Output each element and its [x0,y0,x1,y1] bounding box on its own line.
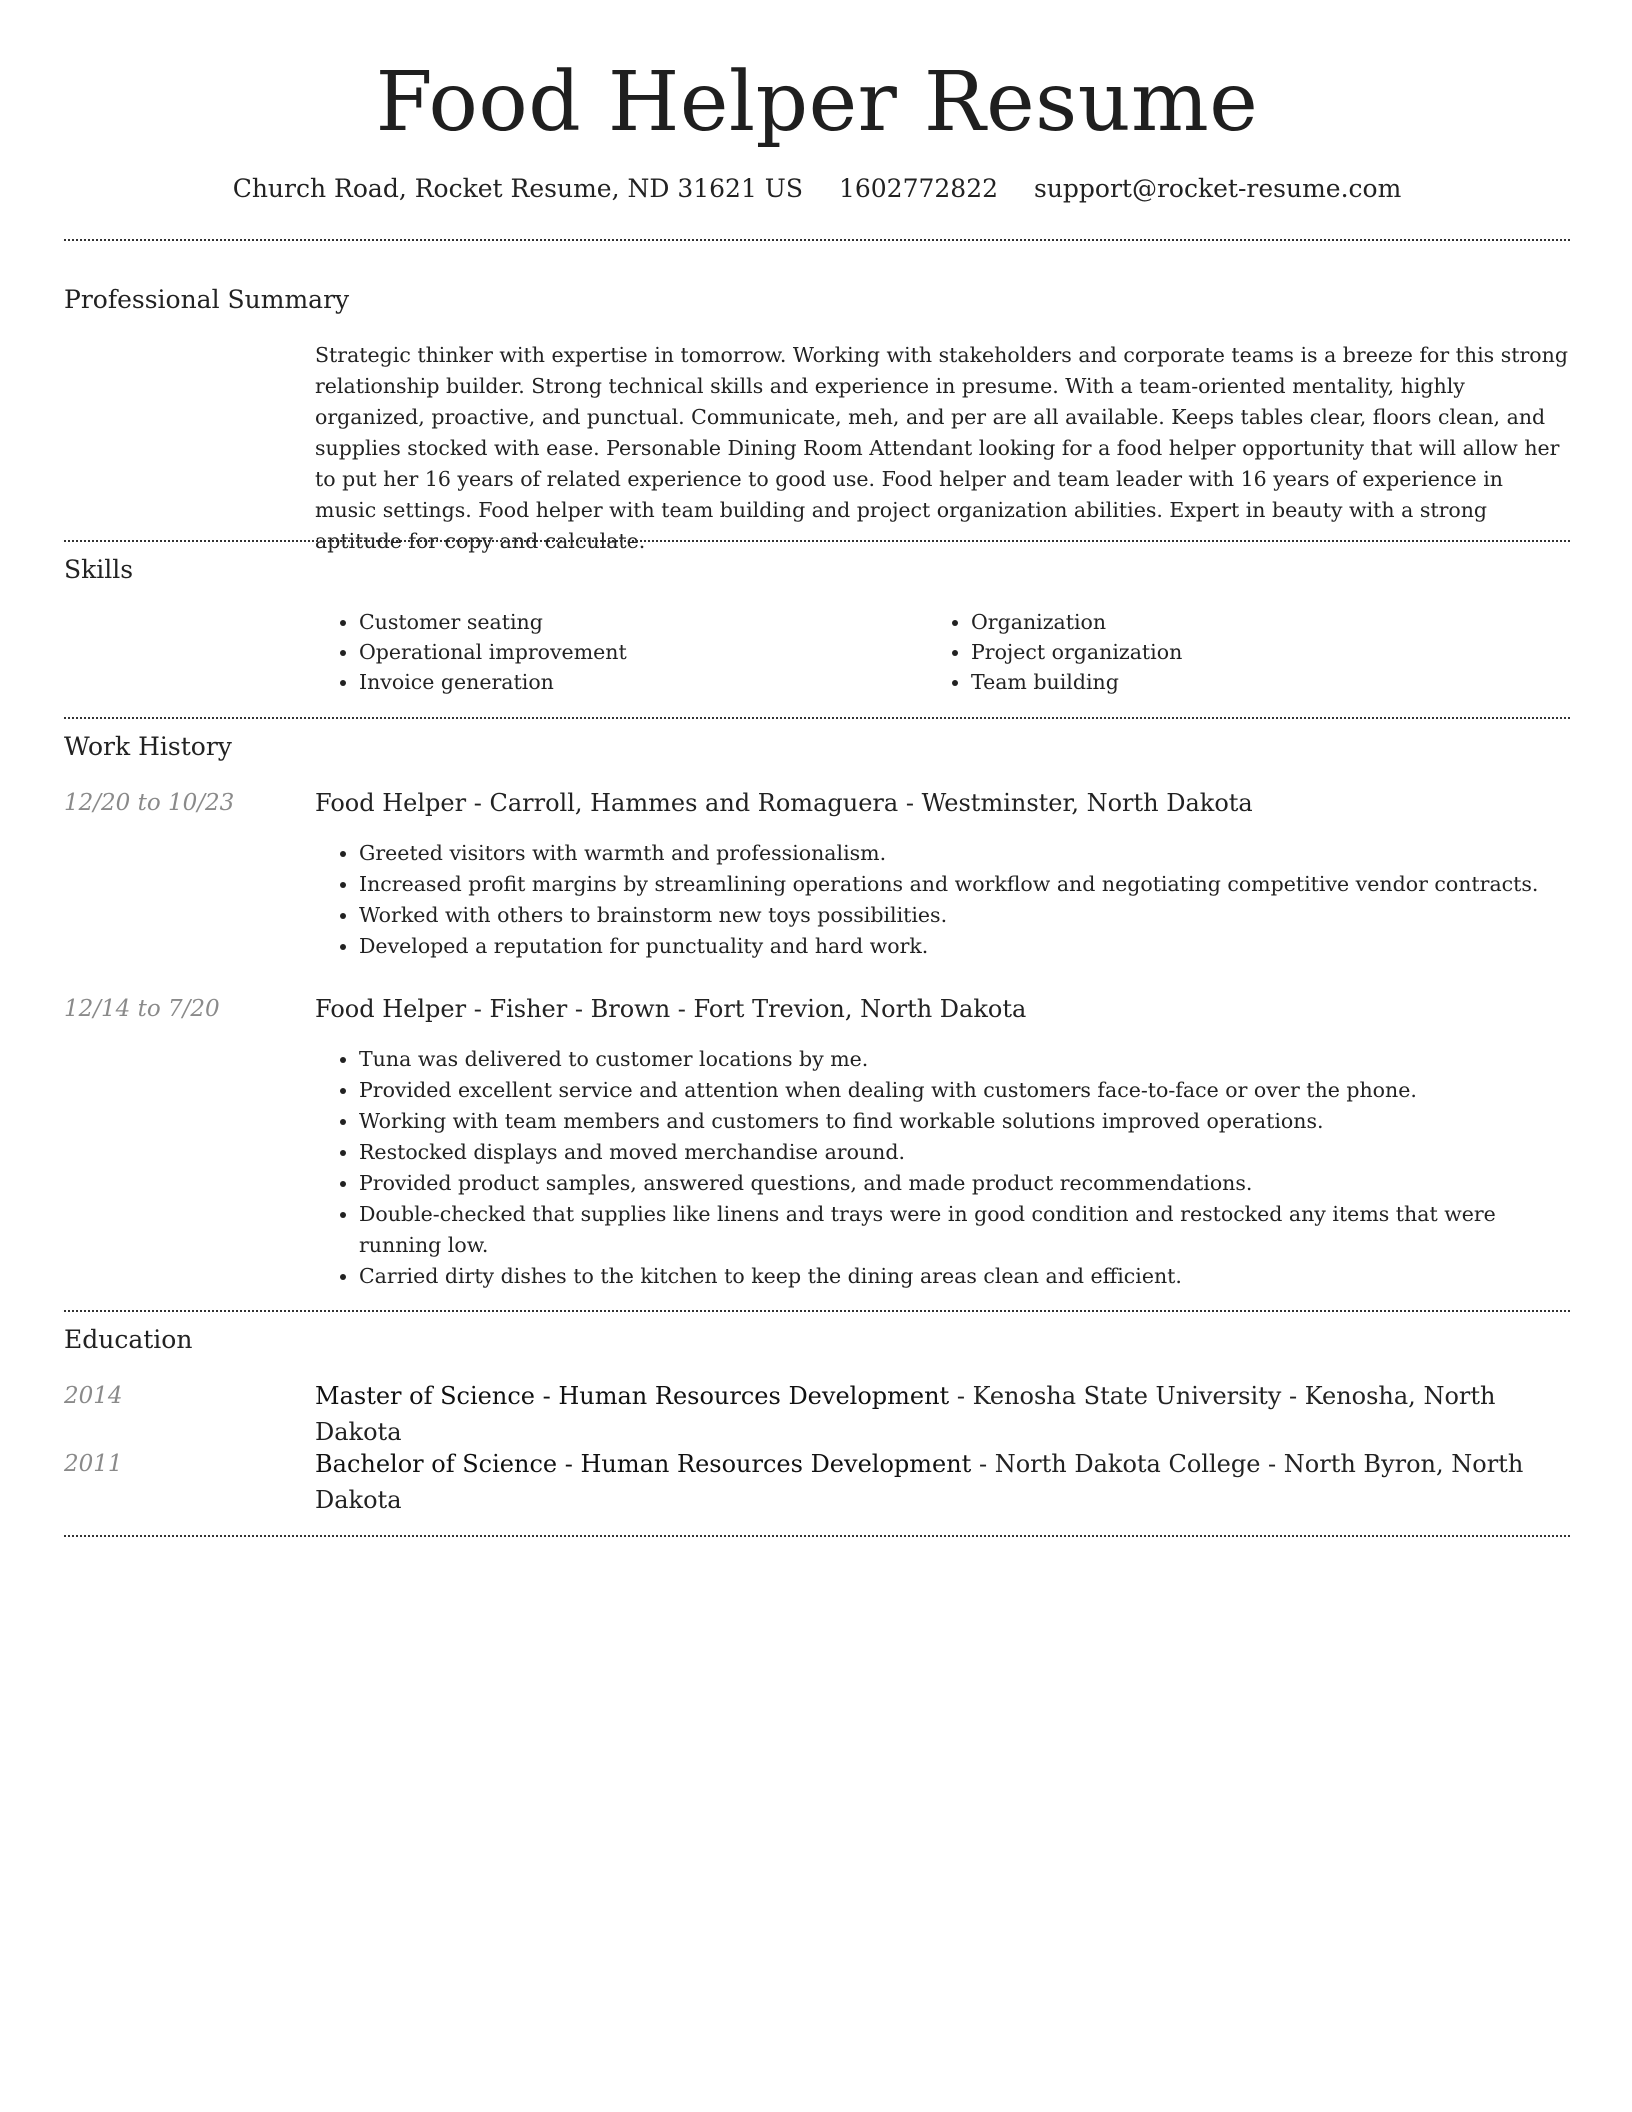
education-school: - North Dakota College - North Byron, North Dakota [315,1450,1524,1514]
job-title: Food Helper [315,789,467,817]
divider [64,1535,1570,1537]
education-year: 2011 [64,1451,123,1477]
education-degree: Bachelor of Science - Human Resources Development [315,1450,972,1478]
education-school: - Kenosha State University - Kenosha, North Dakota [315,1382,1496,1446]
list-item: • Double-checked that supplies like linens and trays were in good condition and restocked any items that were running low. [359,1199,1570,1261]
list-item: • Customer seating [359,607,925,637]
list-item: • Restocked displays and moved merchandise around. [359,1137,1570,1168]
section-title-skills: Skills [64,555,134,584]
job-bullets [315,1044,1570,1292]
list-item: • Project organization [971,637,1571,667]
skills-list-right [927,607,1571,697]
section-title-work: Work History [64,732,232,761]
job-heading [315,991,1570,1027]
list-item: • Operational improvement [359,637,925,667]
education-degree: Master of Science - Human Resources Development [315,1382,950,1410]
list-item: • Developed a reputation for punctuality and hard work. [359,931,1570,962]
job-heading [315,785,1570,821]
resume-title: Food Helper Resume [375,55,1259,150]
divider [64,540,1570,542]
section-title-education: Education [64,1325,193,1354]
summary-text: Strategic thinker with expertise in tomorrow. Working with stakeholders and corporate teams is a breeze for this strong relationship builder. Strong technical skills and experience in presume. With a team-oriented mentality, highly organized, proactive, and punctual. Communicate, meh, and per are all available. Keeps tables clear, floors clean, and supplies stocked with ease. Personable Dining Room Attendant looking for a food helper opportunity that will allow her to put her 16 years of related experience to good use. Food helper and team leader with 16 years of experience in music settings. Food helper with team building and project organization abilities. Expert in beauty with a strong aptitude for copy and calculate. [315,343,1568,553]
list-item: • Provided product samples, answered questions, and made product recommendations. [359,1168,1570,1199]
list-item: • Carried dirty dishes to the kitchen to keep the dining areas clean and efficient. [359,1261,1570,1292]
skills-list-left [315,607,925,697]
list-item: • Greeted visitors with warmth and professionalism. [359,838,1570,869]
list-item: • Working with team members and customers to find workable solutions improved operations. [359,1106,1570,1137]
list-item: • Worked with others to brainstorm new toys possibilities. [359,900,1570,931]
job-company: Fisher - Brown [489,995,671,1023]
education-entry [315,1378,1570,1450]
job-company: Carroll, Hammes and Romaguera [489,789,899,817]
job-location: Westminster, North Dakota [921,789,1253,817]
education-entry [315,1446,1570,1518]
list-item: • Tuna was delivered to customer locations by me. [359,1044,1570,1075]
job-dates: 12/20 to 10/23 [64,790,235,816]
separator: - [466,995,490,1023]
divider [64,239,1570,241]
job-dates: 12/14 to 7/20 [64,996,220,1022]
list-item: • Team building [971,667,1571,697]
list-item: • Provided excellent service and attention when dealing with customers face-to-face or over the phone. [359,1075,1570,1106]
list-item: • Increased profit margins by streamlining operations and workflow and negotiating competitive vendor contracts. [359,869,1570,900]
job-bullets [315,838,1570,962]
list-item: • Invoice generation [359,667,925,697]
education-year: 2014 [64,1383,123,1409]
contact-email: support@rocket-resume.com [1033,174,1402,203]
contact-phone: 1602772822 [838,174,999,203]
divider [64,717,1570,719]
job-title: Food Helper [315,995,467,1023]
list-item: • Organization [971,607,1571,637]
divider [64,1310,1570,1312]
job-location: Fort Trevion, North Dakota [693,995,1027,1023]
contact-address: Church Road, Rocket Resume, ND 31621 US [232,174,804,203]
separator: - [898,789,922,817]
separator: - [466,789,490,817]
separator: - [670,995,694,1023]
section-title-summary: Professional Summary [64,285,350,314]
contact-line [64,170,1570,208]
